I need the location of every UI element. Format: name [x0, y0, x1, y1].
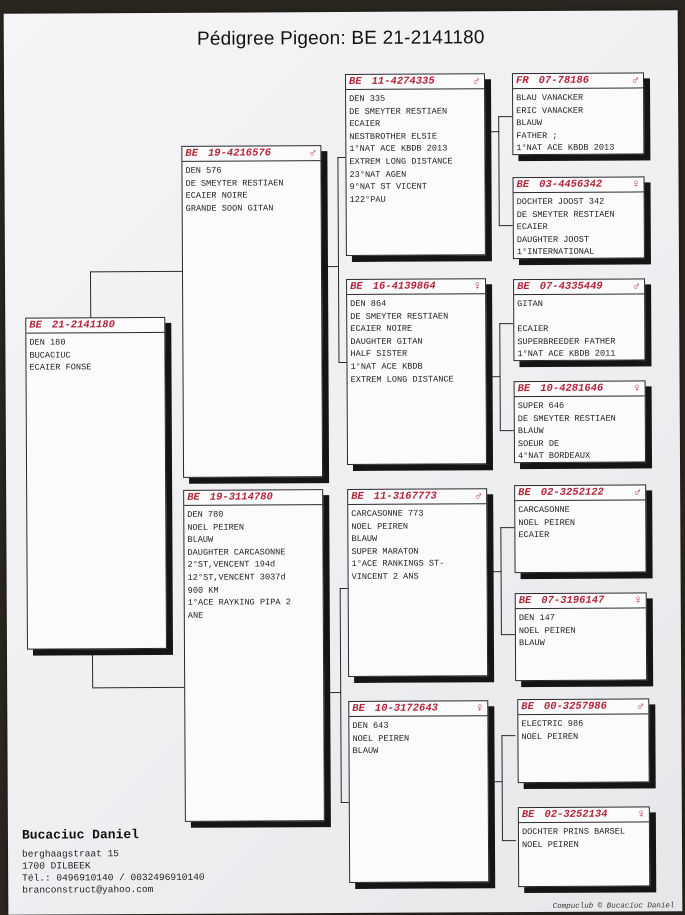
connector: [502, 840, 516, 841]
ring-number: 21-2141180: [51, 319, 115, 332]
pigeon-card-dam: [183, 489, 325, 822]
pigeon-card-ggp-6: [515, 592, 647, 681]
card-line: 122°PAU: [349, 194, 386, 205]
ring-country: BE: [187, 491, 200, 504]
sex-symbol: ♀: [632, 177, 640, 192]
card-line: 1°ACE RANKINGS ST-: [351, 558, 445, 570]
ring-country: BE: [518, 487, 531, 500]
pigeon-card-grandsire-paternal: [345, 73, 486, 256]
card-line: BLAUW: [518, 638, 545, 649]
card-line: DEN 643: [352, 720, 389, 731]
card-line: ELECTRIC 986: [521, 718, 584, 730]
card-line: 1°NAT ACE KBDB: [350, 361, 423, 372]
connector: [340, 588, 342, 803]
card-line: DAUGHTER GITAN: [350, 336, 423, 347]
card-line: DE SMEYTER RESTIAEN: [350, 311, 449, 322]
pedigree-sheet: [4, 10, 683, 915]
card-line: VINCENT 2 ANS: [351, 571, 419, 582]
card-line: EXTREM LONG DISTANCE: [349, 156, 453, 167]
card-line: CARCASONNE: [518, 504, 570, 516]
breeder-address-city: 1700 DILBEEK: [22, 860, 91, 872]
card-line: SUPER 646: [517, 400, 565, 412]
connector: [499, 323, 513, 324]
card-line: CARCASONNE 773: [351, 508, 424, 519]
ring-number: 19-3114780: [209, 491, 273, 504]
card-line: 1°INTERNATIONAL: [516, 247, 595, 258]
ring-country: BE: [521, 809, 535, 822]
ring-country: BE: [351, 490, 364, 503]
sex-symbol: ♂: [637, 699, 645, 714]
card-line: DEN 335: [349, 93, 386, 104]
ring-country: BE: [517, 281, 530, 294]
card-line: NOEL PEIREN: [518, 625, 576, 636]
card-line: BLAUW: [351, 534, 378, 545]
breeder-email: branconstruct@yahoo.com: [22, 883, 154, 896]
sex-symbol: ♂: [309, 146, 317, 161]
card-line: ECAIER: [518, 530, 550, 541]
card-line: DAUGHTER CARCASONNE: [187, 547, 286, 558]
connector: [340, 588, 348, 589]
connector: [338, 362, 346, 363]
card-line: GRANDE SOON GITAN: [185, 203, 274, 214]
page-title: Pédigree Pigeon: BE 21-2141180: [196, 27, 485, 50]
ring-country: BE: [350, 280, 363, 293]
connector: [500, 527, 502, 635]
pigeon-card-subject: [25, 317, 167, 650]
connector: [499, 225, 513, 226]
card-line: DE SMEYTER RESTIAEN: [516, 209, 615, 220]
card-line: BUCACIUC: [29, 350, 71, 361]
ring-number: 03-4456342: [539, 178, 603, 191]
ring-number: 07-3196147: [541, 594, 605, 607]
sex-symbol: ♂: [474, 489, 483, 504]
sex-symbol: ♂: [632, 279, 641, 294]
connector: [92, 687, 184, 688]
ring-country: BE: [516, 179, 530, 192]
card-line: FATHER ;: [516, 130, 558, 141]
ring-number: 02-3252122: [540, 486, 604, 499]
ring-number: 00-3257986: [543, 700, 607, 713]
pigeon-card-ggp-8: [518, 806, 650, 887]
pigeon-card-ggp-3: [513, 278, 645, 361]
card-line: ECAIER: [516, 222, 548, 233]
card-line: 900 KM: [187, 585, 219, 596]
card-line: 4°NAT BORDEAUX: [517, 451, 591, 462]
ring-number: 07-4335449: [539, 280, 603, 293]
card-line: 1°NAT ACE KBDB 2013: [516, 142, 615, 154]
card-line: 1°NAT ACE KBDB 2013: [349, 143, 448, 155]
connector: [501, 735, 503, 841]
breeder-contact: [22, 827, 205, 897]
pigeon-card-granddam-paternal: [346, 278, 487, 465]
card-line: NOEL PEIREN: [187, 522, 245, 533]
ring-country: BE: [348, 75, 362, 88]
ring-number: 16-4139864: [372, 280, 436, 293]
card-line: 1°ACE RAYKING PIPA 2: [187, 597, 291, 608]
card-line: NOEL PEIREN: [521, 839, 579, 850]
sex-symbol: ♂: [472, 74, 481, 89]
connector: [90, 271, 182, 272]
card-line: NOEL PEIREN: [518, 517, 576, 528]
sex-symbol: ♀: [634, 593, 642, 608]
card-line: DE SMEYTER RESTIAEN: [517, 413, 616, 424]
pigeon-card-ggp-2: [513, 176, 645, 259]
ring-number: 19-4216576: [207, 147, 272, 160]
connector: [500, 527, 514, 528]
ring-country: BE: [521, 701, 534, 714]
connector: [337, 157, 339, 363]
ring-country: BE: [29, 319, 42, 332]
pigeon-card-ggp-7: [517, 698, 649, 783]
sex-symbol: ♀: [476, 701, 484, 716]
card-line: BLAU VANACKER: [516, 92, 584, 104]
sex-symbol: ♀: [637, 807, 645, 822]
card-line: DEN 780: [187, 509, 224, 520]
pigeon-card-ggp-4: [514, 380, 646, 463]
card-line: DOCHTER JOOST 342: [516, 196, 605, 208]
card-line: 23°NAT AGEN: [349, 169, 407, 180]
card-line: ECAIER NOIRE: [185, 190, 248, 202]
card-line: DOCHTER PRINS BARSEL: [521, 826, 626, 838]
pigeon-card-ggp-5: [514, 484, 646, 573]
sex-symbol: ♀: [633, 381, 641, 396]
ring-number: 07-78186: [538, 74, 590, 87]
card-line: ECAIER NOIRE: [350, 323, 413, 335]
sex-symbol: ♂: [633, 485, 642, 500]
connector: [501, 735, 515, 736]
card-line: [517, 310, 641, 323]
card-line: BLAUW: [187, 534, 214, 546]
ring-country: BE: [517, 383, 531, 396]
connector: [499, 323, 501, 431]
ring-number: 02-3252134: [544, 808, 608, 821]
card-line: NOEL PEIREN: [351, 521, 409, 532]
card-line: 12°ST,VENCENT 3037d: [187, 572, 286, 583]
card-line: GITAN: [517, 298, 543, 310]
card-line: BLAUW: [352, 746, 379, 757]
breeder-address-street: berghaagstraat 15: [22, 848, 119, 860]
card-line: DE SMEYTER RESTIAEN: [185, 177, 284, 189]
ring-number: 10-4281646: [540, 382, 604, 395]
ring-country: BE: [352, 702, 365, 715]
card-line: ERIC VANACKER: [516, 105, 584, 116]
ring-number: 11-3167773: [373, 490, 437, 503]
pigeon-card-granddam-maternal: [348, 700, 489, 883]
card-line: ANE: [187, 610, 204, 621]
card-line: SUPERBREEDER FATHER: [517, 336, 616, 347]
ring-number: 10-3172643: [374, 702, 438, 715]
sex-symbol: ♂: [631, 73, 640, 88]
connector: [498, 116, 500, 226]
card-line: 9°NAT ST VICENT: [349, 181, 427, 193]
ring-country: BE: [518, 595, 532, 608]
card-line: 2°ST,VENCENT 194d: [187, 559, 276, 571]
connector: [501, 634, 515, 635]
card-line: DEN 180: [29, 337, 66, 348]
card-line: DEN 864: [350, 298, 387, 309]
card-line: NOEL PEIREN: [521, 731, 579, 742]
connector: [500, 430, 514, 431]
card-line: NOEL PEIREN: [352, 733, 410, 744]
card-line: SOEUR DE: [517, 438, 560, 449]
card-line: EXTREM LONG DISTANCE: [350, 373, 454, 385]
card-line: NESTBROTHER ELSIE: [349, 131, 437, 142]
card-line: DEN 576: [185, 165, 222, 176]
card-line: ECAIER: [517, 324, 549, 335]
ring-country: BE: [185, 147, 199, 160]
card-line: DAUGHTER JOOST: [516, 234, 590, 245]
card-line: ECAIER: [349, 118, 381, 130]
breeder-phone: Tél.: 0496910140 / 0032496910140: [22, 871, 205, 884]
card-line: SUPER MARATON: [351, 546, 419, 557]
connector: [337, 157, 345, 158]
card-line: DEN 147: [518, 612, 555, 624]
card-line: HALF SISTER: [350, 349, 408, 360]
ring-number: 11-4274335: [371, 75, 435, 88]
pigeon-card-ggp-1: [512, 72, 644, 155]
pigeon-card-sire: [181, 145, 323, 478]
pigeon-card-grandsire-maternal: [347, 488, 488, 677]
card-line: ECAIER FONSE: [29, 362, 92, 373]
card-line: BLAUW: [516, 118, 543, 129]
breeder-name: Bucaciuc Daniel: [21, 827, 140, 843]
card-line: BLAUW: [517, 426, 544, 437]
software-credit: Compuclub © Bucaciuc Daniel: [552, 902, 675, 911]
connector: [498, 116, 512, 117]
sex-symbol: ♀: [473, 279, 482, 294]
card-line: DE SMEYTER RESTIAEN: [349, 106, 448, 117]
connector: [341, 802, 349, 803]
ring-country: FR: [515, 75, 529, 88]
card-line: 1°NAT ACE KBDB 2011: [517, 348, 616, 360]
